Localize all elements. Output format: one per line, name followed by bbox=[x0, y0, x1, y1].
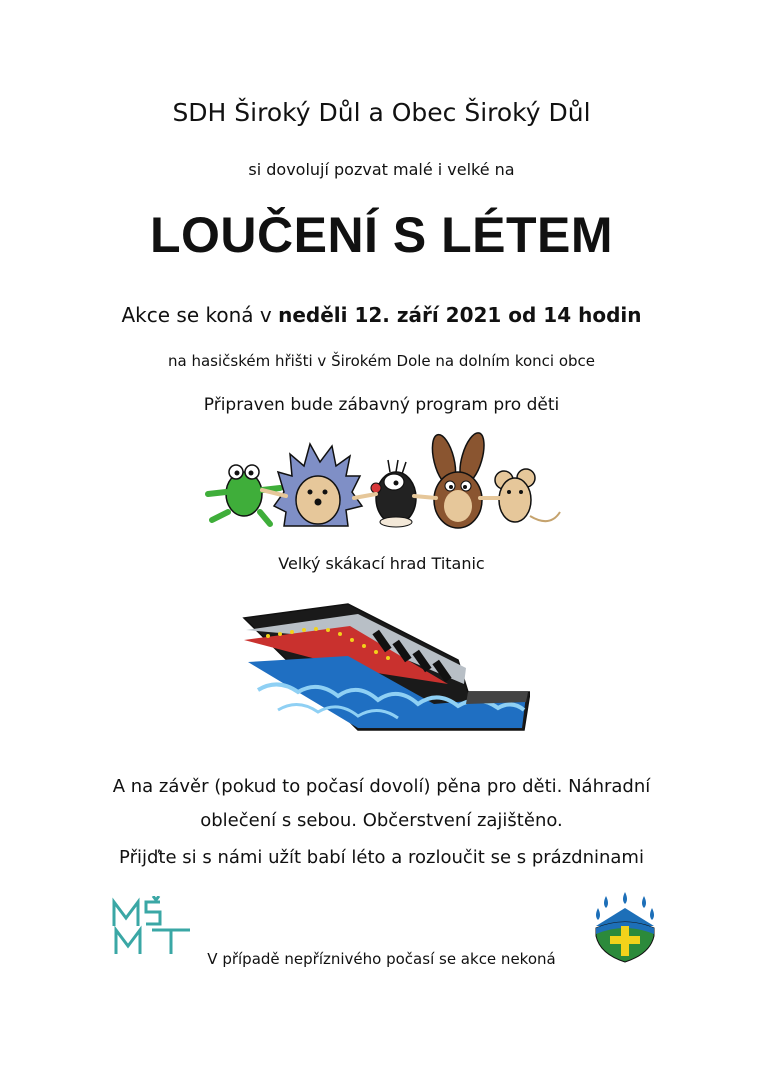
event-date-line bbox=[0, 303, 763, 327]
bouncy-castle-illustration bbox=[238, 600, 530, 740]
foam-line-1: A na závěr (pokud to počasí dovolí) pěna pro děti. Náhradní bbox=[112, 776, 651, 797]
rabbit-figure bbox=[428, 432, 489, 528]
event-title: LOUČENÍ S LÉTEM bbox=[149, 207, 614, 263]
date-prefix: Akce se koná v bbox=[121, 303, 272, 327]
program-line: Připraven bude zábavný program pro děti bbox=[203, 395, 560, 415]
foam-paragraph bbox=[0, 770, 763, 838]
coat-of-arms-icon bbox=[592, 892, 658, 964]
hedgehog-figure bbox=[274, 444, 362, 526]
castle-label: Velký skákací hrad Titanic bbox=[278, 554, 485, 573]
event-location: na hasičském hřišti v Širokém Dole na dolním konci obce bbox=[167, 352, 596, 370]
msmt-logo bbox=[110, 896, 196, 958]
date-bold: neděli 12. září 2021 od 14 hodin bbox=[278, 303, 642, 327]
organizers-heading: SDH Široký Důl a Obec Široký Důl bbox=[172, 98, 591, 127]
mouse-figure bbox=[495, 469, 560, 522]
foam-line-2: oblečení s sebou. Občerstvení zajištěno. bbox=[200, 810, 563, 831]
invite-line: si dovolují pozvat malé i velké na bbox=[248, 160, 515, 179]
weather-note: V případě nepříznivého počasí se akce nekoná bbox=[207, 950, 556, 968]
enjoy-line: Přijďte si s námi užít babí léto a rozloučit se s prázdninami bbox=[119, 847, 644, 868]
frog-figure bbox=[208, 465, 280, 524]
cartoon-illustration bbox=[204, 432, 564, 532]
